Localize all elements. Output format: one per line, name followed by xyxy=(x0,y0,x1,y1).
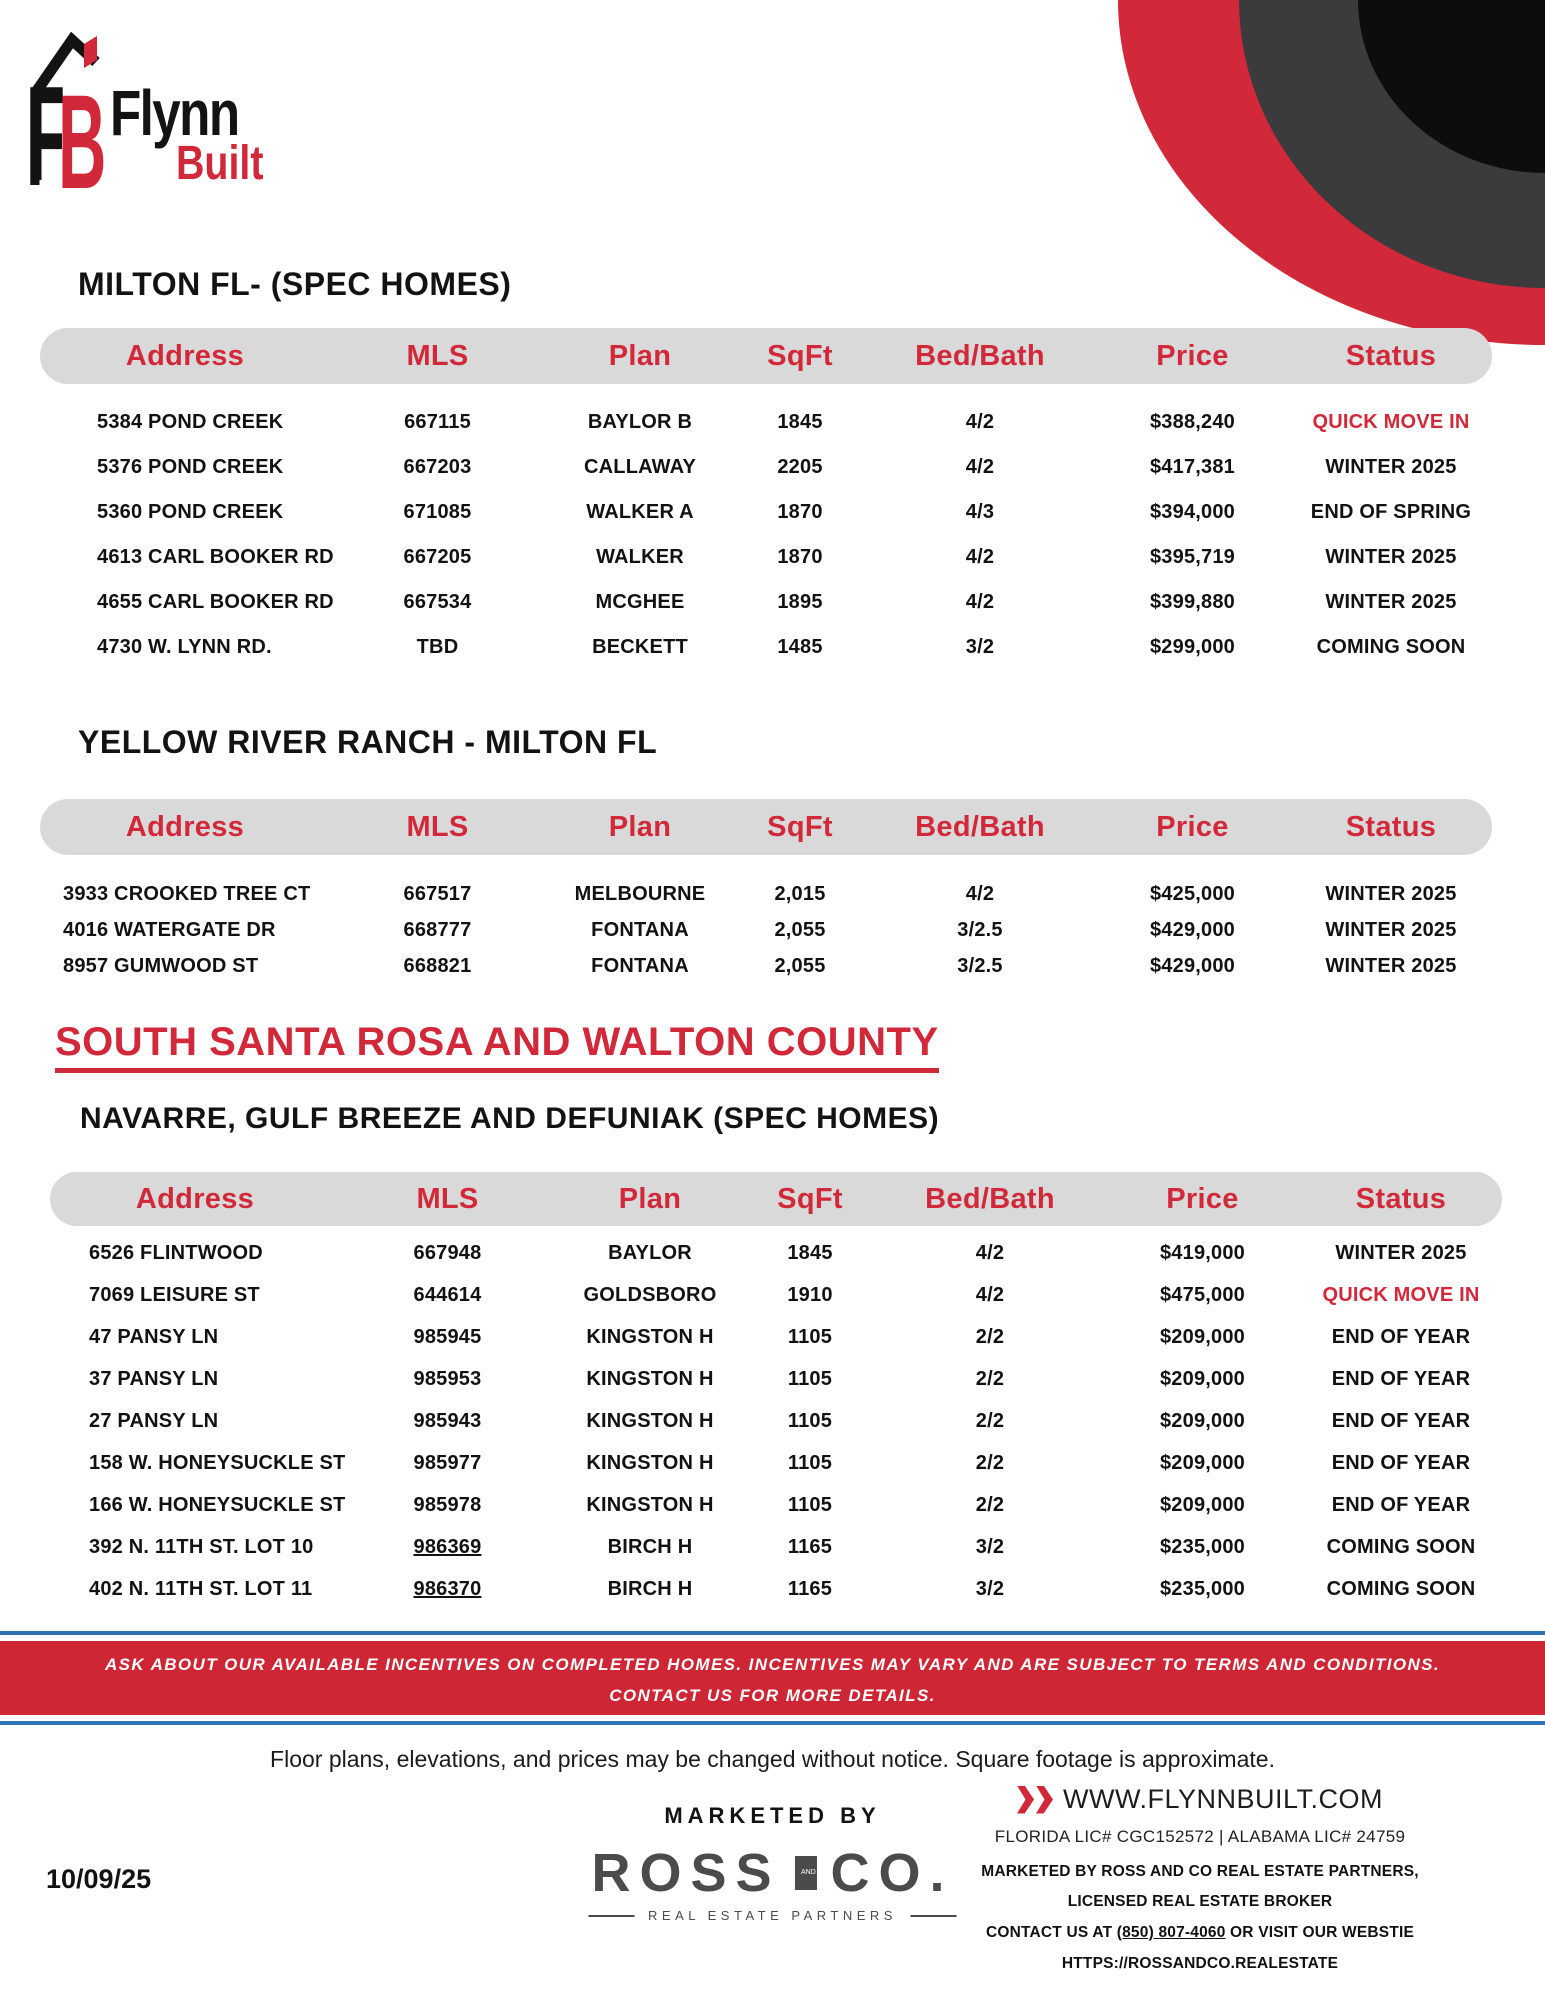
table-row xyxy=(50,1358,1502,1400)
flynnbuilt-website-link[interactable]: WWW.FLYNNBUILT.COM xyxy=(1063,1784,1383,1814)
cell-plan: MELBOURNE xyxy=(574,882,706,905)
contact-prefix: CONTACT US AT xyxy=(985,1924,1117,1941)
cell-mls: TBD xyxy=(416,636,459,658)
cell-plan: WALKER xyxy=(596,546,684,568)
cell-bedbath: 4/2 xyxy=(975,1241,1005,1264)
cell-address: 5384 POND CREEK xyxy=(97,411,284,433)
ross-logo-and: AND xyxy=(801,1868,816,1876)
cell-sqft: 2,055 xyxy=(774,954,826,977)
website-row xyxy=(950,1784,1450,1815)
cell-address: 37 PANSY LN xyxy=(89,1367,219,1390)
cell-plan: CALLAWAY xyxy=(584,456,696,478)
cell-plan: KINGSTON H xyxy=(586,1367,714,1390)
cell-mls: 985953 xyxy=(413,1367,482,1390)
cell-price: $235,000 xyxy=(1159,1535,1246,1558)
column-header-price: Price xyxy=(1156,339,1229,372)
table-row xyxy=(50,1400,1502,1442)
cell-bedbath: 2/2 xyxy=(975,1367,1005,1390)
table-row xyxy=(40,490,1492,535)
cell-sqft: 1895 xyxy=(777,591,823,613)
column-header-sqft: SqFt xyxy=(777,1182,843,1215)
column-header-status: Status xyxy=(1355,1182,1447,1215)
cell-price: $209,000 xyxy=(1159,1325,1246,1348)
cell-mls: 667203 xyxy=(403,456,472,478)
cell-status: WINTER 2025 xyxy=(1325,591,1457,613)
table-row xyxy=(40,535,1492,580)
cell-sqft: 1105 xyxy=(787,1367,833,1390)
table-row xyxy=(40,948,1492,984)
cell-status: QUICK MOVE IN xyxy=(1312,411,1470,433)
cell-address: 47 PANSY LN xyxy=(89,1325,219,1348)
cell-mls: 667115 xyxy=(404,411,471,433)
cell-plan: BAYLOR xyxy=(608,1241,692,1264)
cell-mls: 667534 xyxy=(403,591,472,613)
cell-price: $417,381 xyxy=(1149,456,1236,478)
ross-logo-co: CO. xyxy=(830,1843,954,1903)
marketed-by-label: MARKETED BY xyxy=(664,1803,881,1828)
ross-logo-name: ROSS xyxy=(591,1843,781,1903)
table-row xyxy=(40,876,1492,912)
column-header-bedbath: Bed/Bath xyxy=(915,339,1045,372)
ross-tagline-text: REAL ESTATE PARTNERS xyxy=(648,1908,897,1923)
cell-sqft: 1845 xyxy=(787,1241,833,1264)
cell-status: END OF YEAR xyxy=(1331,1451,1471,1474)
column-header-address: Address xyxy=(125,339,245,372)
divider-line-bottom xyxy=(0,1721,1545,1725)
table-row xyxy=(50,1568,1502,1610)
table-navarre xyxy=(50,1232,1502,1610)
cell-sqft: 2205 xyxy=(777,456,823,478)
cell-mls[interactable]: 986369 xyxy=(413,1535,482,1558)
cell-sqft: 1105 xyxy=(787,1325,833,1348)
broker-line-1: MARKETED BY ROSS AND CO REAL ESTATE PARTNERS, xyxy=(981,1863,1419,1880)
cell-plan: BAYLOR B xyxy=(587,411,693,433)
table-row xyxy=(50,1316,1502,1358)
table-row xyxy=(50,1526,1502,1568)
logo-letter-f: F xyxy=(26,57,66,216)
cell-sqft: 1165 xyxy=(787,1577,833,1600)
cell-status: END OF YEAR xyxy=(1331,1409,1471,1432)
column-header-status: Status xyxy=(1345,810,1437,843)
contact-suffix: OR VISIT OUR WEBSTIE xyxy=(1225,1924,1415,1941)
banner-line-2: CONTACT US FOR MORE DETAILS. xyxy=(609,1686,936,1705)
tagline-dash-left xyxy=(588,1915,634,1917)
cell-price: $395,719 xyxy=(1149,546,1236,568)
logo-letter-b: B xyxy=(58,68,107,217)
cell-bedbath: 4/2 xyxy=(965,882,995,905)
footer-contact-block xyxy=(950,1784,1450,1973)
cell-mls: 985977 xyxy=(413,1451,482,1474)
ross-co-logo xyxy=(591,1843,954,1903)
cell-status: WINTER 2025 xyxy=(1325,918,1457,941)
table-row xyxy=(40,580,1492,625)
cell-mls: 985945 xyxy=(413,1325,482,1348)
rossandco-website-link[interactable]: HTTPS://ROSSANDCO.REALESTATE xyxy=(1061,1955,1339,1972)
cell-address: 4655 CARL BOOKER RD xyxy=(97,591,334,613)
cell-price: $299,000 xyxy=(1149,636,1236,658)
column-header-plan: Plan xyxy=(608,339,672,372)
cell-sqft: 1105 xyxy=(787,1493,833,1516)
table-row xyxy=(50,1274,1502,1316)
cell-status: WINTER 2025 xyxy=(1335,1241,1467,1264)
logo-built-text: Built xyxy=(176,137,264,190)
column-header-plan: Plan xyxy=(608,810,672,843)
cell-bedbath: 4/2 xyxy=(965,591,995,613)
cell-mls[interactable]: 986370 xyxy=(413,1577,482,1600)
cell-plan: KINGSTON H xyxy=(586,1493,714,1516)
cell-sqft: 1105 xyxy=(787,1409,833,1432)
column-header-address: Address xyxy=(135,1182,255,1215)
chevron-right-icon xyxy=(1036,1786,1053,1814)
ross-tagline xyxy=(588,1908,957,1923)
cell-address: 402 N. 11TH ST. LOT 11 xyxy=(89,1577,313,1600)
cell-address: 166 W. HONEYSUCKLE ST xyxy=(89,1493,346,1516)
column-header-mls: MLS xyxy=(406,339,469,372)
cell-sqft: 2,015 xyxy=(774,882,826,905)
cell-plan: BECKETT xyxy=(592,636,688,658)
column-header-bedbath: Bed/Bath xyxy=(915,810,1045,843)
cell-status: END OF YEAR xyxy=(1331,1325,1471,1348)
cell-bedbath: 4/2 xyxy=(965,456,995,478)
cell-mls: 667948 xyxy=(413,1241,482,1264)
cell-plan: FONTANA xyxy=(591,954,689,977)
south-county-heading: SOUTH SANTA ROSA AND WALTON COUNTY xyxy=(55,1020,939,1073)
cell-plan: KINGSTON H xyxy=(586,1325,714,1348)
cell-sqft: 1485 xyxy=(777,636,823,658)
cell-address: 27 PANSY LN xyxy=(89,1409,219,1432)
cell-price: $235,000 xyxy=(1159,1577,1246,1600)
table-row xyxy=(50,1442,1502,1484)
cell-status: COMING SOON xyxy=(1316,636,1466,658)
cell-status: WINTER 2025 xyxy=(1325,546,1457,568)
section-title-milton: MILTON FL- (SPEC HOMES) xyxy=(78,266,512,302)
cell-mls: 985943 xyxy=(413,1409,482,1432)
cell-bedbath: 4/3 xyxy=(965,501,995,523)
cell-mls: 668821 xyxy=(403,954,472,977)
cell-bedbath: 2/2 xyxy=(975,1409,1005,1432)
cell-bedbath: 3/2 xyxy=(975,1535,1005,1558)
cell-status: WINTER 2025 xyxy=(1325,882,1457,905)
logo-flynn-text: Flynn xyxy=(110,77,239,149)
flyer-date: 10/09/25 xyxy=(46,1864,152,1894)
cell-price: $209,000 xyxy=(1159,1367,1246,1390)
cell-price: $209,000 xyxy=(1159,1409,1246,1432)
cell-mls: 667205 xyxy=(403,546,472,568)
cell-status: WINTER 2025 xyxy=(1325,456,1457,478)
double-chevron-icon xyxy=(1017,1786,1053,1814)
cell-price: $209,000 xyxy=(1159,1451,1246,1474)
table-header-milton xyxy=(40,328,1492,384)
cell-address: 4016 WATERGATE DR xyxy=(63,918,276,941)
cell-address: 7069 LEISURE ST xyxy=(89,1283,260,1306)
cell-plan: MCGHEE xyxy=(595,591,685,613)
table-header-navarre xyxy=(50,1172,1502,1226)
cell-bedbath: 2/2 xyxy=(975,1493,1005,1516)
cell-address: 6526 FLINTWOOD xyxy=(89,1241,263,1264)
cell-mls: 985978 xyxy=(413,1493,482,1516)
cell-status: WINTER 2025 xyxy=(1325,954,1457,977)
cell-status: COMING SOON xyxy=(1326,1535,1476,1558)
section-title-yellow-river: YELLOW RIVER RANCH - MILTON FL xyxy=(78,724,658,760)
column-header-address: Address xyxy=(125,810,245,843)
cell-price: $425,000 xyxy=(1149,882,1236,905)
cell-bedbath: 4/2 xyxy=(975,1283,1005,1306)
cell-address: 392 N. 11TH ST. LOT 10 xyxy=(89,1535,314,1558)
cell-price: $429,000 xyxy=(1149,918,1236,941)
cell-status: QUICK MOVE IN xyxy=(1322,1283,1480,1306)
cell-price: $475,000 xyxy=(1159,1283,1246,1306)
column-header-status: Status xyxy=(1345,339,1437,372)
cell-sqft: 1870 xyxy=(777,546,823,568)
section-title-navarre: NAVARRE, GULF BREEZE AND DEFUNIAK (SPEC HOMES) xyxy=(80,1102,940,1135)
table-header-yellow-river xyxy=(40,799,1492,855)
cell-bedbath: 2/2 xyxy=(975,1325,1005,1348)
banner-line-1: ASK ABOUT OUR AVAILABLE INCENTIVES ON COMPLETED HOMES. INCENTIVES MAY VARY AND ARE SUBJECT TO TERMS AND CONDITIONS. xyxy=(104,1655,1441,1674)
table-yellow-river xyxy=(40,876,1492,984)
cell-mls: 667517 xyxy=(403,882,472,905)
cell-bedbath: 4/2 xyxy=(965,411,995,433)
table-row xyxy=(40,400,1492,445)
cell-sqft: 1165 xyxy=(787,1535,833,1558)
table-row xyxy=(40,912,1492,948)
cell-address: 158 W. HONEYSUCKLE ST xyxy=(89,1451,346,1474)
cell-plan: BIRCH H xyxy=(607,1535,693,1558)
phone-link[interactable]: (850) 807-4060 xyxy=(1116,1924,1226,1941)
cell-address: 8957 GUMWOOD ST xyxy=(63,954,259,977)
cell-bedbath: 3/2 xyxy=(965,636,995,658)
cell-price: $429,000 xyxy=(1149,954,1236,977)
cell-price: $394,000 xyxy=(1149,501,1236,523)
cell-mls: 671085 xyxy=(403,501,472,523)
cell-address: 4730 W. LYNN RD. xyxy=(97,636,272,658)
cell-sqft: 1105 xyxy=(787,1451,833,1474)
cell-price: $388,240 xyxy=(1149,411,1236,433)
cell-address: 3933 CROOKED TREE CT xyxy=(63,882,311,905)
cell-plan: BIRCH H xyxy=(607,1577,693,1600)
cell-bedbath: 3/2.5 xyxy=(957,954,1003,977)
cell-sqft: 2,055 xyxy=(774,918,826,941)
disclaimer-text: Floor plans, elevations, and prices may be changed without notice. Square footage is approximate. xyxy=(270,1746,1275,1772)
column-header-sqft: SqFt xyxy=(767,810,833,843)
column-header-bedbath: Bed/Bath xyxy=(925,1182,1055,1215)
license-numbers: FLORIDA LIC# CGC152572 | ALABAMA LIC# 24759 xyxy=(994,1827,1406,1846)
cell-bedbath: 2/2 xyxy=(975,1451,1005,1474)
cell-address: 5360 POND CREEK xyxy=(97,501,284,523)
cell-address: 5376 POND CREEK xyxy=(97,456,284,478)
cell-plan: KINGSTON H xyxy=(586,1451,714,1474)
cell-plan: GOLDSBORO xyxy=(583,1283,717,1306)
cell-sqft: 1910 xyxy=(787,1283,833,1306)
corner-swoosh-graphic xyxy=(1115,0,1545,360)
divider-line-top xyxy=(0,1631,1545,1635)
cell-status: END OF YEAR xyxy=(1331,1367,1471,1390)
contact-line xyxy=(950,1924,1450,1942)
cell-bedbath: 3/2 xyxy=(975,1577,1005,1600)
table-row xyxy=(50,1232,1502,1274)
cell-status: COMING SOON xyxy=(1326,1577,1476,1600)
ross-logo-and-box xyxy=(795,1856,817,1890)
cell-plan: KINGSTON H xyxy=(586,1409,714,1432)
cell-price: $209,000 xyxy=(1159,1493,1246,1516)
cell-plan: WALKER A xyxy=(586,501,694,523)
broker-line-2: LICENSED REAL ESTATE BROKER xyxy=(1067,1893,1333,1910)
column-header-price: Price xyxy=(1156,810,1229,843)
cell-sqft: 1870 xyxy=(777,501,823,523)
column-header-price: Price xyxy=(1166,1182,1239,1215)
cell-address: 4613 CARL BOOKER RD xyxy=(97,546,334,568)
cell-price: $399,880 xyxy=(1149,591,1236,613)
incentives-banner xyxy=(0,1641,1545,1715)
column-header-plan: Plan xyxy=(618,1182,682,1215)
column-header-mls: MLS xyxy=(416,1182,479,1215)
table-row xyxy=(40,625,1492,670)
cell-bedbath: 3/2.5 xyxy=(957,918,1003,941)
cell-mls: 668777 xyxy=(403,918,472,941)
column-header-mls: MLS xyxy=(406,810,469,843)
cell-mls: 644614 xyxy=(413,1283,482,1306)
column-header-sqft: SqFt xyxy=(767,339,833,372)
table-row xyxy=(40,445,1492,490)
cell-plan: FONTANA xyxy=(591,918,689,941)
cell-status: END OF YEAR xyxy=(1331,1493,1471,1516)
table-milton xyxy=(40,400,1492,670)
cell-bedbath: 4/2 xyxy=(965,546,995,568)
flynn-built-logo xyxy=(26,32,278,217)
cell-status: END OF SPRING xyxy=(1310,501,1472,523)
table-row xyxy=(50,1484,1502,1526)
cell-price: $419,000 xyxy=(1159,1241,1246,1264)
chevron-right-icon xyxy=(1017,1786,1034,1814)
cell-sqft: 1845 xyxy=(777,411,823,433)
